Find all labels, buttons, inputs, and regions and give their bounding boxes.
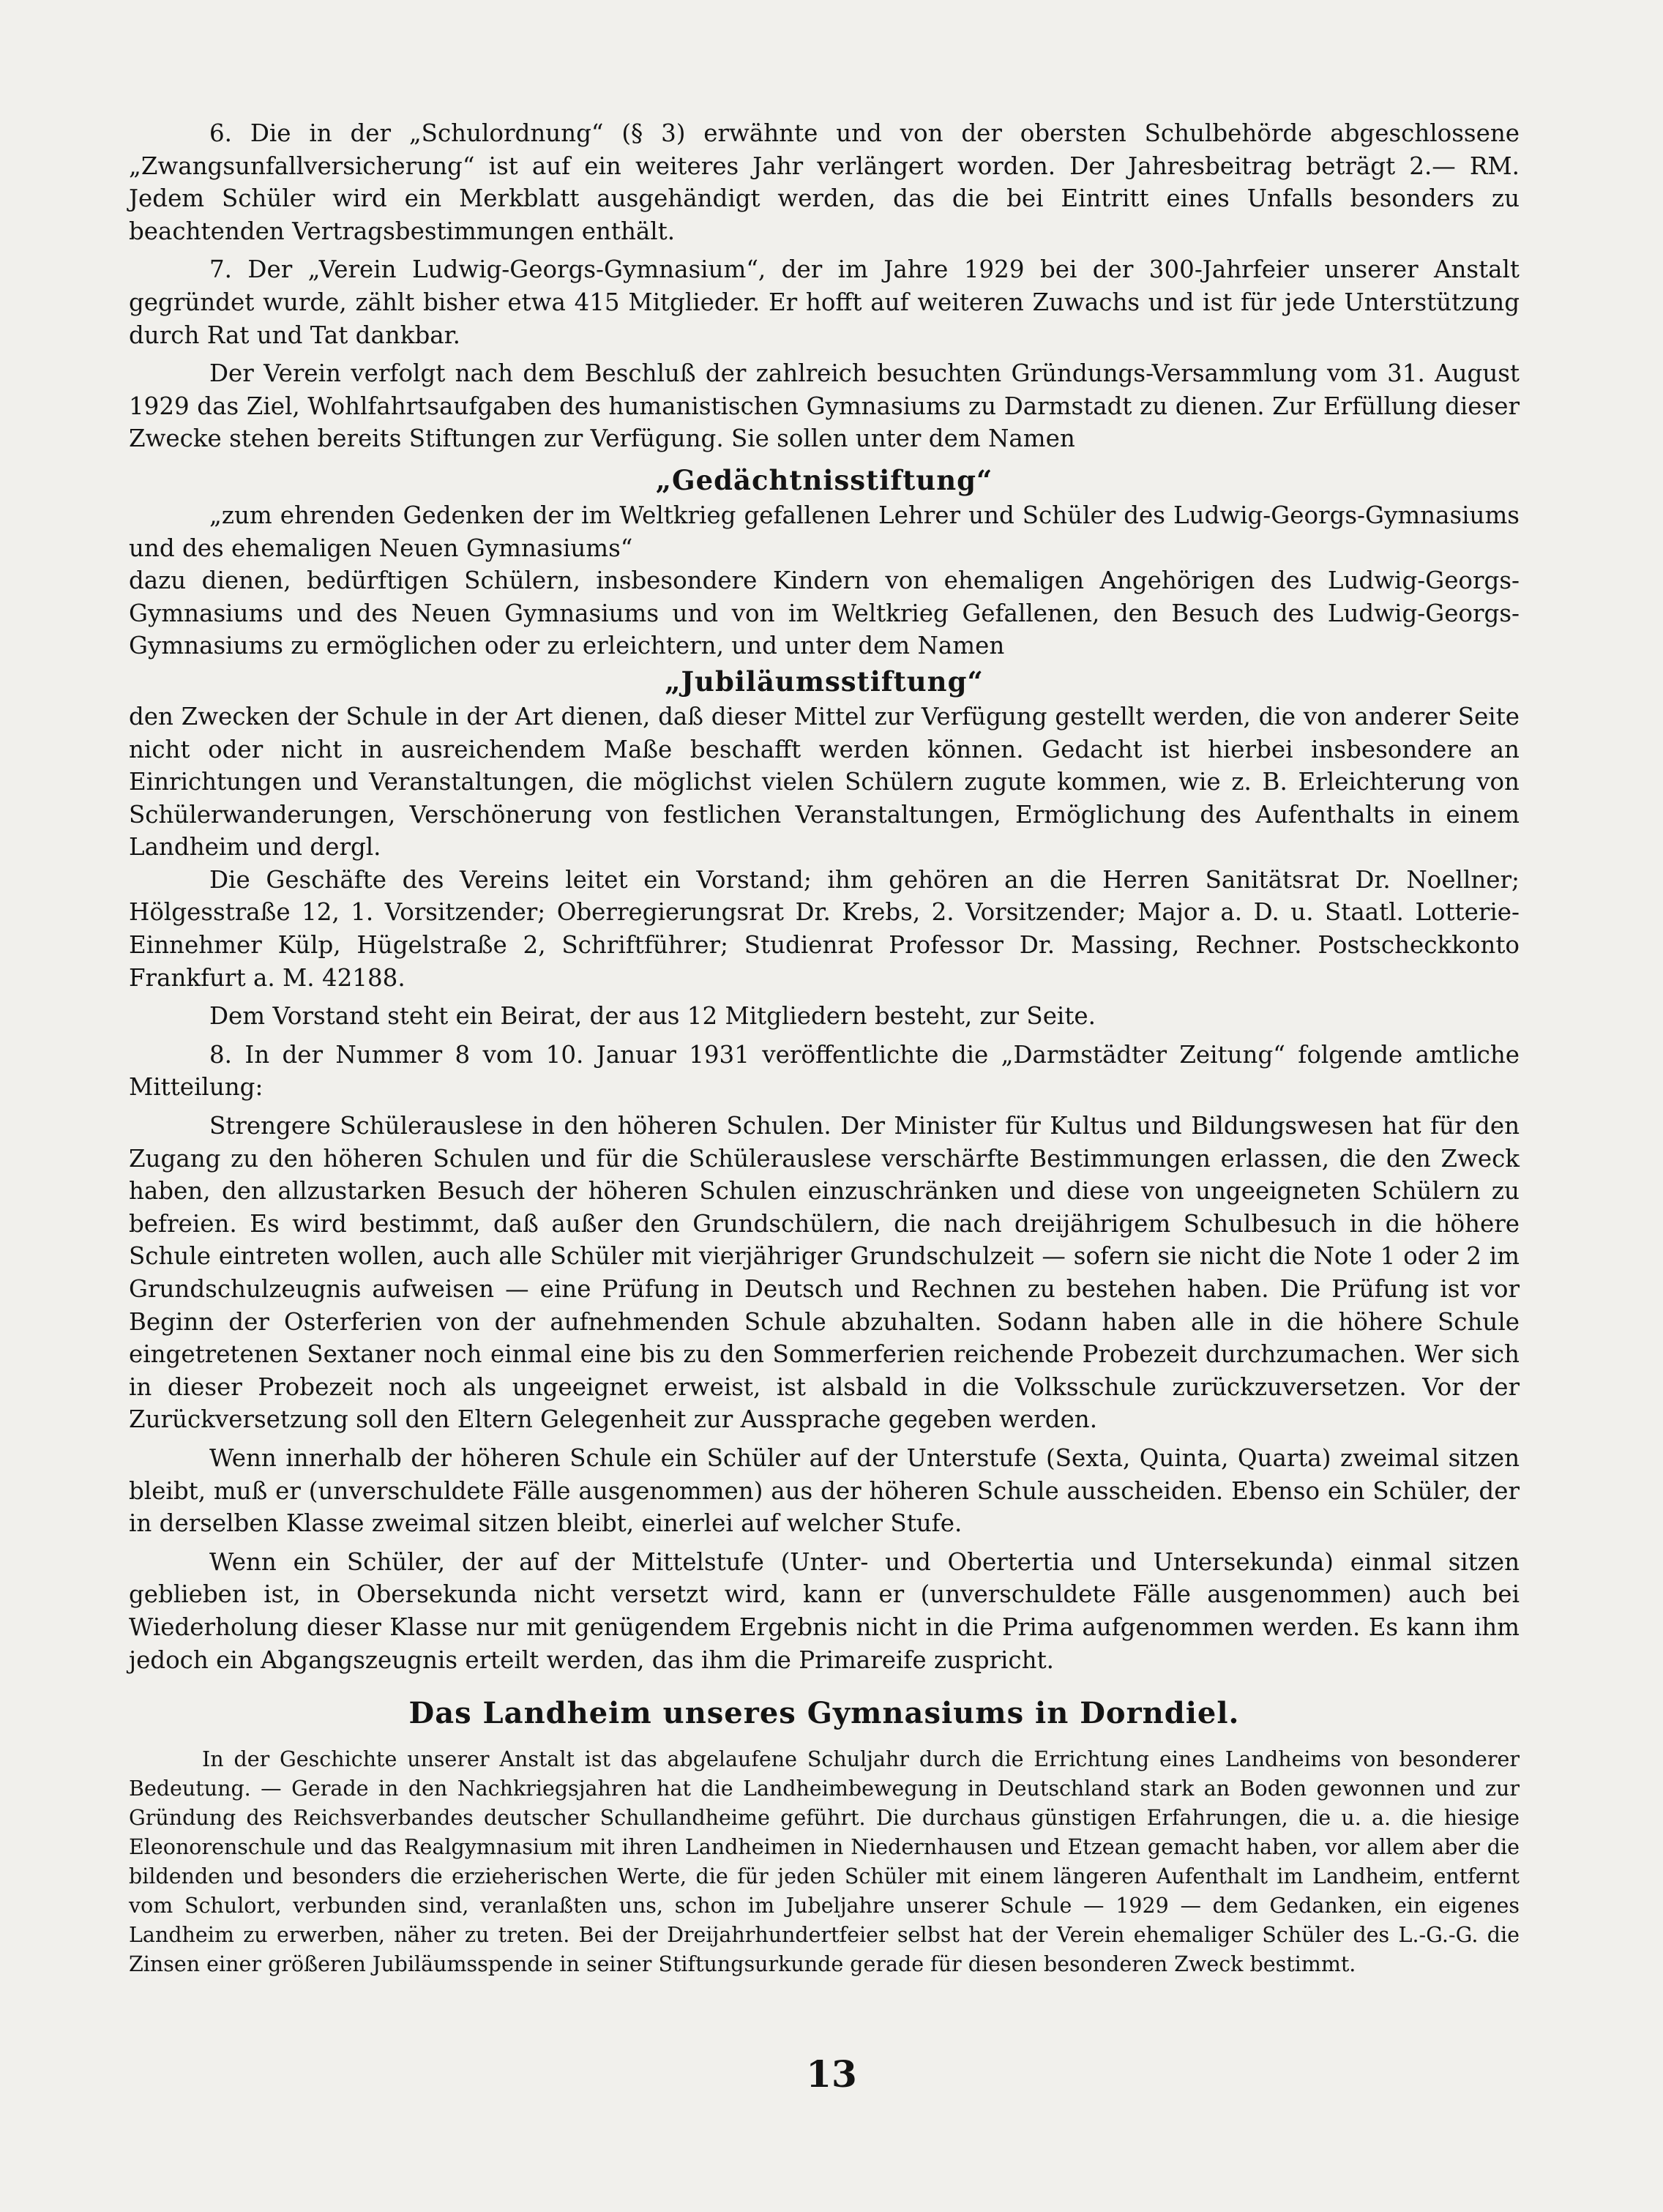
landheim-section xyxy=(129,1745,1520,1979)
landheim-heading: Das Landheim unseres Gymnasiums in Dorndiel. xyxy=(408,1696,1240,1731)
paragraph-8-mitteilung: 8. In der Nummer 8 vom 10. Januar 1931 veröffentlichte die „Darmstädter Zeitung“ folgende amtliche Mitteilung: xyxy=(129,1040,1520,1102)
paragraph-verein-ziel: Der Verein verfolgt nach dem Beschluß der zahlreich besuchten Gründungs-Versammlung vom 31. August 1929 das Ziel, Wohlfahrtsaufgaben des humanistischen Gymnasiums zu Darmstadt zu dienen. Zur Erfüllung dieser Zwecke stehen bereits Stiftungen zur Verfügung. Sie sollen unter dem Namen xyxy=(129,359,1520,453)
paragraph-beirat: Dem Vorstand steht ein Beirat, der aus 12 Mitgliedern besteht, zur Seite. xyxy=(209,1002,1096,1031)
paragraph-mittelstufe: Wenn ein Schüler, der auf der Mittelstufe (Unter- und Obertertia und Untersekunda) einmal sitzen geblieben ist, in Obersekunda nicht versetzt wird, kann er (unverschuldete Fälle ausgenommen) auch bei Wiederholung dieser Klasse nur mit genügendem Ergebnis nicht in die Prima aufgenommen werden. Es kann ihm jedoch ein Abgangszeugnis erteilt werden, das ihm die Primareife zuspricht. xyxy=(129,1547,1520,1674)
gedaechtnisstiftung-title: „Gedächtnisstiftung“ xyxy=(655,463,993,496)
page-number: 13 xyxy=(806,2052,857,2096)
jubilaeumsstiftung-purpose: den Zwecken der Schule in der Art dienen, daß dieser Mittel zur Verfügung gestellt werden, die von anderer Seite nicht oder nicht in ausreichendem Maße beschafft werden können. Gedacht ist hierbei insbesondere an Einrichtungen und Veranstaltungen, die möglichst vielen Schülern zugute kommen, wie z. B. Erleichterung von Schülerwanderungen, Verschönerung von festlichen Veranstaltungen, Ermöglichung des Aufenthalts in einem Landheim und dergl. xyxy=(129,702,1520,862)
paragraph-vorstand: Die Geschäfte des Vereins leitet ein Vorstand; ihm gehören an die Herren Sanitätsrat Dr. Noellner; Hölgesstraße 12, 1. Vorsitzender; Oberregierungsrat Dr. Krebs, 2. Vorsitzender; Major a. D. u. Staatl. Lotterie-Einnehmer Külp, Hügelstraße 2, Schriftführer; Studienrat Professor Dr. Massing, Rechner. Postscheckkonto Frankfurt a. M. 42188. xyxy=(129,865,1520,992)
landheim-paragraph: In der Geschichte unserer Anstalt ist das abgelaufene Schuljahr durch die Errichtung eines Landheims von besonderer Bedeutung. — Gerade in den Nachkriegsjahren hat die Landheimbewegung in Deutschland stark an Boden gewonnen und zur Gründung des Reichsverbandes deutscher Schullandheime geführt. Die durchaus günstigen Erfahrungen, die u. a. die hiesige Eleonorenschule und das Realgymnasium mit ihren Landheimen in Niedernhausen und Etzean gemacht haben, vor allem aber die bildenden und besonders die erzieherischen Werte, die für jeden Schüler mit einem längeren Aufenthalt im Landheim, entfernt vom Schulort, verbunden sind, veranlaßten uns, schon im Jubeljahre unserer Schule — 1929 — dem Gedanken, ein eigenes Landheim zu erwerben, näher zu treten. Bei der Dreijahrhundertfeier selbst hat der Verein ehemaliger Schüler des L.-G.-G. die Zinsen einer größeren Jubiläumsspende in seiner Stiftungsurkunde gerade für diesen besonderen Zweck bestimmt. xyxy=(129,1747,1520,1977)
paragraph-unterstufe: Wenn innerhalb der höheren Schule ein Schüler auf der Unterstufe (Sexta, Quinta, Quarta) zweimal sitzen bleibt, muß er (unverschuldete Fälle ausgenommen) aus der höheren Schule ausscheiden. Ebenso ein Schüler, der in derselben Klasse zweimal sitzen bleibt, einerlei auf welcher Stufe. xyxy=(129,1443,1520,1538)
jubilaeumsstiftung-title: „Jubiläumsstiftung“ xyxy=(665,665,984,698)
paragraph-7-verein: 7. Der „Verein Ludwig-Georgs-Gymnasium“, der im Jahre 1929 bei der 300-Jahrfeier unserer Anstalt gegründet wurde, zählt bisher etwa 415 Mitglieder. Er hofft auf weiteren Zuwachs und ist für jede Unterstützung durch Rat und Tat dankbar. xyxy=(129,255,1520,349)
paragraph-6-insurance: 6. Die in der „Schulordnung“ (§ 3) erwähnte und von der obersten Schulbehörde abgeschlossene „Zwangsunfallversicherung“ ist auf ein weiteres Jahr verlängert worden. Der Jahresbeitrag beträgt 2.— RM. Jedem Schüler wird ein Merkblatt ausgehändigt werden, das die bei Eintritt eines Unfalls besonders zu beachtenden Vertragsbestimmungen enthält. xyxy=(129,119,1520,245)
paragraph-strengere-auslese: Strengere Schülerauslese in den höheren Schulen. Der Minister für Kultus und Bildungswesen hat für den Zugang zu den höheren Schulen und für die Schülerauslese verschärfte Bestimmungen erlassen, die den Zweck haben, den allzustarken Besuch der höheren Schulen einzuschränken und diese von ungeeigneten Schülern zu befreien. Es wird bestimmt, daß außer den Grundschülern, die nach dreijährigem Schulbesuch in die höhere Schule eintreten wollen, auch alle Schüler mit vierjähriger Grundschulzeit — sofern sie nicht die Note 1 oder 2 im Grundschulzeugnis aufweisen — eine Prüfung in Deutsch und Rechnen zu bestehen haben. Die Prüfung ist vor Beginn der Osterferien von der aufnehmenden Schule abzuhalten. Sodann haben alle in die höhere Schule eingetretenen Sextaner noch einmal eine bis zu den Sommerferien reichende Probezeit durchzumachen. Wer sich in dieser Probezeit noch als ungeeignet erweist, ist alsbald in die Volksschule zurückzuversetzen. Vor der Zurückversetzung soll den Eltern Gelegenheit zur Aussprache gegeben werden. xyxy=(129,1112,1520,1434)
text-column xyxy=(129,117,1520,1979)
upper-section xyxy=(129,117,1520,1676)
gedaechtnisstiftung-purpose: dazu dienen, bedürftigen Schülern, insbesondere Kindern von ehemaligen Angehörigen des Ludwig-Georgs-Gymnasiums und des Neuen Gymnasiums und von im Weltkrieg Gefallenen, den Besuch des Ludwig-Georgs-Gymnasiums zu ermöglichen oder zu erleichtern, und unter dem Namen xyxy=(129,567,1520,660)
gedaechtnisstiftung-dedication: „zum ehrenden Gedenken der im Weltkrieg gefallenen Lehrer und Schüler des Ludwig-Georgs-Gymnasiums und des ehemaligen Neuen Gymnasiums“ xyxy=(129,501,1520,562)
